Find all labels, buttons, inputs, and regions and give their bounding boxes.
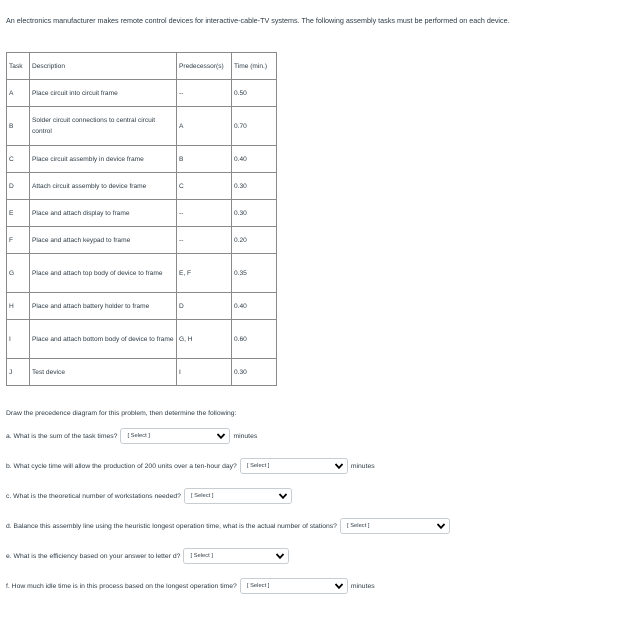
question-e [6,548,289,564]
question-f [6,578,375,594]
table-row [7,320,277,359]
table-row [7,107,277,146]
chevron-down-icon [334,461,344,471]
question-a [6,428,257,444]
instructions-text: Draw the precedence diagram for this problem, then determine the following: [6,410,237,417]
description-cell: Place and attach keypad to frame [30,227,177,254]
task-cell: J [7,359,30,386]
table-row [7,359,277,386]
table-header-row [7,53,277,80]
task-cell: E [7,200,30,227]
predecessor-cell: D [177,293,232,320]
description-cell: Place and attach bottom body of device to frame [30,320,177,359]
chevron-down-icon [278,491,288,501]
predecessor-cell: G, H [177,320,232,359]
select-placeholder: [ Select ] [127,433,151,439]
table-row [7,146,277,173]
question-b-label: b. What cycle time will allow the production of 200 units over a ten-hour day? [6,462,237,470]
predecessor-cell: C [177,173,232,200]
predecessor-cell: A [177,107,232,146]
question-e-label: e. What is the efficiency based on your answer to letter d? [6,552,181,560]
table-row [7,80,277,107]
question-a-unit: minutes [233,432,258,440]
select-placeholder: [ Select ] [190,493,214,499]
table-row [7,254,277,293]
description-cell: Attach circuit assembly to device frame [30,173,177,200]
question-b [6,458,375,474]
task-cell: A [7,80,30,107]
header-time: Time (min.) [232,53,277,80]
description-cell: Place and attach top body of device to frame [30,254,177,293]
table-row [7,173,277,200]
header-predecessors: Predecessor(s) [177,53,232,80]
predecessor-cell: -- [177,227,232,254]
task-table [6,52,277,386]
table-row [7,227,277,254]
header-task: Task [7,53,30,80]
table-row [7,293,277,320]
question-b-select[interactable] [240,458,348,474]
question-e-select[interactable] [183,548,289,564]
question-d-label: d. Balance this assembly line using the heuristic longest operation time, what is the actual number of stations? [6,522,337,530]
question-d-select[interactable] [340,518,450,534]
question-a-label: a. What is the sum of the task times? [6,432,118,440]
select-placeholder: [ Select ] [346,523,370,529]
predecessor-cell: -- [177,200,232,227]
description-cell: Place circuit assembly in device frame [30,146,177,173]
task-cell: B [7,107,30,146]
task-cell: G [7,254,30,293]
predecessor-cell: -- [177,80,232,107]
chevron-down-icon [275,551,285,561]
task-cell: I [7,320,30,359]
select-placeholder: [ Select ] [246,583,270,589]
description-cell: Place circuit into circuit frame [30,80,177,107]
predecessor-cell: E, F [177,254,232,293]
question-f-unit: minutes [350,582,375,590]
question-c [6,488,292,504]
predecessor-cell: B [177,146,232,173]
time-cell: 0.60 [232,320,277,359]
predecessor-cell: I [177,359,232,386]
description-cell: Place and attach display to frame [30,200,177,227]
question-a-select[interactable] [120,428,230,444]
question-d [6,518,450,534]
question-f-select[interactable] [240,578,348,594]
question-f-label: f. How much idle time is in this process based on the longest operation time? [6,582,237,590]
chevron-down-icon [436,521,446,531]
time-cell: 0.30 [232,359,277,386]
task-cell: C [7,146,30,173]
question-c-label: c. What is the theoretical number of workstations needed? [6,492,181,500]
select-placeholder: [ Select ] [246,463,270,469]
task-cell: H [7,293,30,320]
time-cell: 0.70 [232,107,277,146]
header-description: Description [30,53,177,80]
time-cell: 0.30 [232,173,277,200]
chevron-down-icon [216,431,226,441]
question-c-select[interactable] [184,488,292,504]
time-cell: 0.40 [232,293,277,320]
task-cell: D [7,173,30,200]
question-b-unit: minutes [350,462,375,470]
description-cell: Place and attach battery holder to frame [30,293,177,320]
time-cell: 0.50 [232,80,277,107]
chevron-down-icon [334,581,344,591]
task-cell: F [7,227,30,254]
description-cell: Test device [30,359,177,386]
intro-text: An electronics manufacturer makes remote control devices for interactive-cable-TV systems. The following assembly tasks must be performed on each device. [6,16,510,25]
select-placeholder: [ Select ] [190,553,213,559]
time-cell: 0.40 [232,146,277,173]
time-cell: 0.35 [232,254,277,293]
time-cell: 0.30 [232,200,277,227]
description-cell: Solder circuit connections to central circuit control [30,107,177,146]
time-cell: 0.20 [232,227,277,254]
table-row [7,200,277,227]
